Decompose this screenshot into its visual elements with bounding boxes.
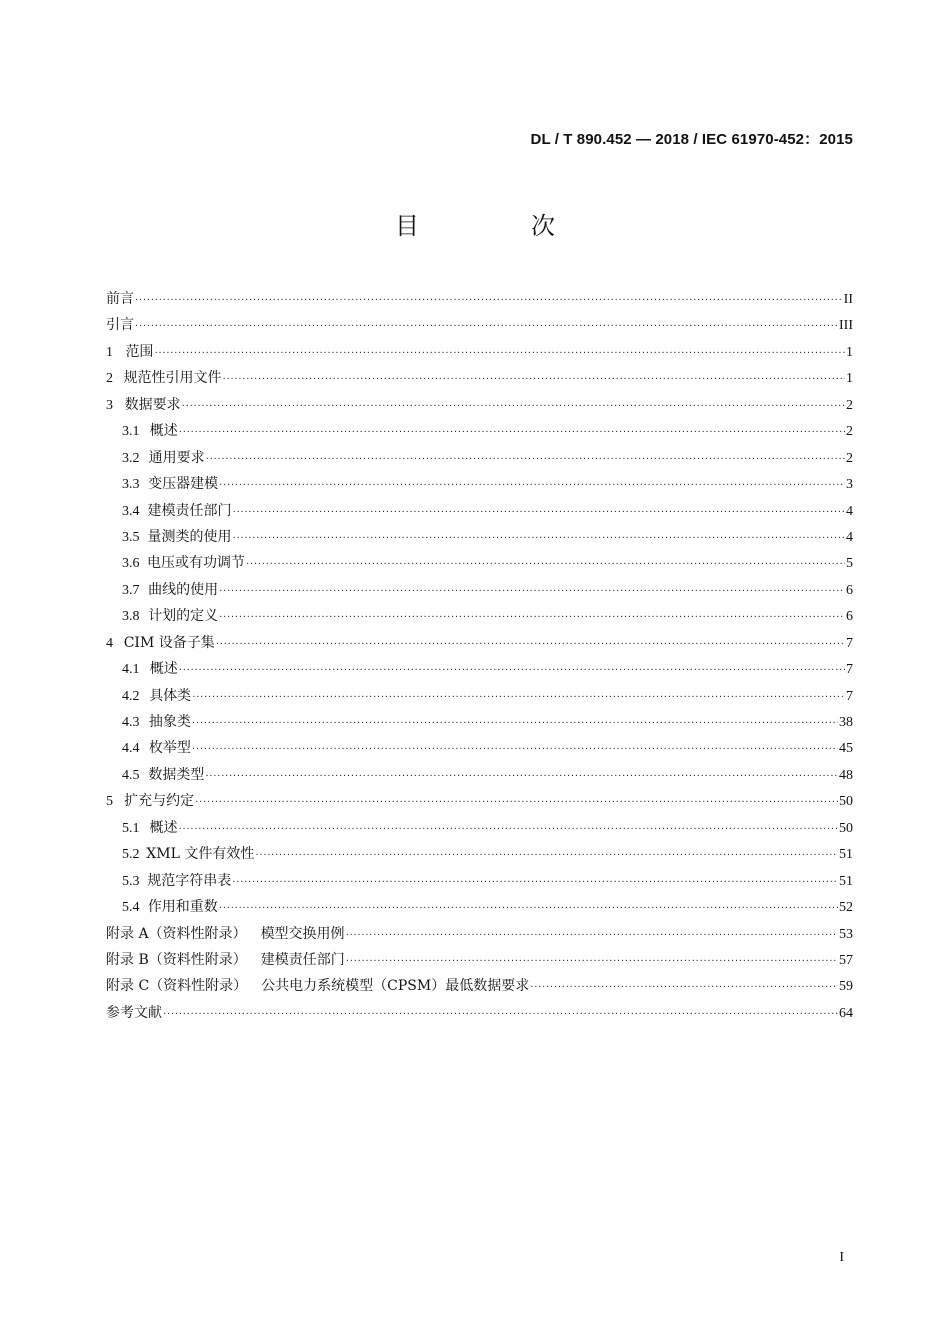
toc-leader-dots (232, 870, 838, 896)
toc-label: 公共电力系统模型（CPSM）最低数据要求 (261, 978, 530, 995)
toc-number: 1 (106, 344, 113, 360)
toc-leader-dots (192, 711, 838, 737)
toc-label: 概述 (149, 819, 178, 836)
toc-page-number: 4 (846, 529, 853, 545)
toc-page-number: 51 (839, 847, 853, 863)
toc-page-number: 64 (839, 1005, 853, 1021)
toc-page-number: 2 (846, 450, 853, 466)
toc-page-number: 52 (839, 900, 853, 916)
toc-page-number: 1 (846, 371, 853, 387)
toc-number: 4 (106, 635, 113, 651)
toc-page-number: II (843, 292, 853, 307)
toc-number: 5.4 (122, 900, 140, 916)
toc-leader-dots (530, 975, 838, 1001)
toc-entry-appendix-b[interactable] (106, 947, 853, 973)
toc-leader-dots (255, 843, 838, 869)
toc-label: 范围 (125, 343, 154, 360)
toc-label: 扩充与约定 (124, 793, 195, 810)
toc-page-number: 7 (846, 635, 853, 651)
toc-label: 具体类 (149, 687, 192, 704)
toc-number: 4.2 (122, 688, 140, 704)
toc-label: 作用和重数 (147, 899, 218, 916)
toc-leader-dots (223, 367, 845, 393)
toc-entry-5-1[interactable] (106, 815, 853, 841)
toc-label: 建模责任部门 (147, 502, 232, 519)
toc-entry-2[interactable] (106, 365, 853, 391)
toc-appendix-tag: 附录 B（资料性附录） (106, 951, 247, 968)
toc-label: 数据类型 (148, 766, 205, 783)
toc-label: 抽象类 (148, 714, 191, 730)
toc-leader-dots (233, 500, 845, 526)
toc-leader-dots (135, 288, 843, 314)
toc-leader-dots (135, 314, 838, 340)
toc-leader-dots (179, 420, 845, 446)
toc-leader-dots (179, 658, 845, 684)
toc-label: 前言 (106, 291, 134, 307)
toc-page-number: 7 (846, 688, 853, 704)
toc-label: 规范字符串表 (147, 872, 232, 889)
toc-number: 4.4 (122, 741, 140, 757)
toc-label: 量测类的使用 (147, 528, 232, 545)
toc-number: 3.7 (122, 582, 140, 598)
toc-label: 曲线的使用 (148, 581, 219, 598)
toc-entry-introduction[interactable] (106, 312, 853, 338)
toc-label: 规范性引用文件 (123, 370, 222, 387)
toc-entry-3-8[interactable] (106, 603, 853, 629)
toc-entry-bibliography[interactable] (106, 1000, 853, 1026)
toc-page-number: 57 (839, 952, 853, 968)
toc-appendix-tag: 附录 C（资料性附录） (106, 978, 248, 995)
toc-label: 建模责任部门 (260, 951, 345, 968)
toc-entry-4-1[interactable] (106, 656, 853, 682)
toc-entry-3[interactable] (106, 392, 853, 418)
toc-leader-dots (216, 632, 845, 658)
toc-label: 计划的定义 (148, 608, 219, 625)
toc-page-number: III (839, 318, 853, 334)
toc-number: 3.3 (122, 477, 140, 493)
toc-page-number: 6 (846, 609, 853, 625)
toc-number: 3.4 (122, 503, 140, 519)
toc-number: 3.6 (122, 556, 140, 572)
toc-page-number: 38 (839, 715, 853, 730)
toc-page-number: 4 (846, 503, 853, 519)
toc-entry-1[interactable] (106, 339, 853, 365)
toc-entry-4-2[interactable] (106, 683, 853, 709)
toc-page-number: 59 (839, 979, 853, 995)
toc-page-number: 50 (839, 794, 853, 810)
toc-label: 概述 (149, 661, 178, 678)
toc-number: 3.2 (122, 450, 140, 466)
table-of-contents (106, 286, 853, 1026)
toc-leader-dots (195, 790, 838, 816)
toc-entry-appendix-c[interactable] (106, 973, 853, 999)
toc-page-number: 6 (846, 582, 853, 598)
toc-page-number: 51 (839, 873, 853, 889)
toc-number: 3.1 (122, 424, 140, 440)
toc-entry-4-3[interactable] (106, 709, 853, 735)
toc-page-number: 48 (839, 767, 853, 783)
toc-label: 通用要求 (148, 449, 205, 466)
toc-number: 5.3 (122, 873, 140, 889)
toc-leader-dots (219, 579, 845, 605)
toc-label: 参考文献 (106, 1004, 162, 1021)
page-title: 目 次 (395, 212, 599, 240)
toc-leader-dots (206, 447, 845, 473)
toc-leader-dots (192, 685, 845, 711)
toc-page-number: 45 (839, 741, 853, 757)
toc-entry-5-4[interactable] (106, 894, 853, 920)
toc-page-number: 1 (846, 344, 853, 360)
toc-entry-3-6[interactable] (106, 550, 853, 576)
toc-number: 4.3 (122, 715, 140, 730)
toc-entry-5-2[interactable] (106, 841, 853, 867)
toc-number: 3.5 (122, 529, 140, 545)
toc-leader-dots (163, 1002, 838, 1028)
toc-label: 枚举型 (148, 740, 191, 757)
toc-entry-3-4[interactable] (106, 498, 853, 524)
toc-appendix-tag: 附录 A（资料性附录） (106, 925, 247, 942)
toc-leader-dots (219, 896, 838, 922)
toc-entry-appendix-a[interactable] (106, 921, 853, 947)
toc-label: 模型交换用例 (260, 925, 345, 942)
toc-label: 概述 (149, 423, 178, 440)
toc-entry-3-3[interactable] (106, 471, 853, 497)
standard-code: DL / T 890.452 — 2018 / IEC 61970-452：2015 (530, 131, 853, 148)
toc-leader-dots (192, 737, 838, 763)
toc-leader-dots (233, 526, 845, 552)
toc-leader-dots (246, 552, 845, 578)
toc-number: 5.1 (122, 820, 140, 836)
toc-entry-4-4[interactable] (106, 735, 853, 761)
toc-number: 5 (106, 794, 113, 810)
toc-number: 2 (106, 371, 113, 387)
toc-entry-5-3[interactable] (106, 868, 853, 894)
toc-number: 3.8 (122, 609, 140, 625)
toc-entry-3-5[interactable] (106, 524, 853, 550)
toc-entry-3-2[interactable] (106, 445, 853, 471)
toc-page-number: 2 (846, 397, 853, 413)
toc-label: CIM 设备子集 (123, 634, 215, 651)
toc-label: 电压或有功调节 (146, 555, 245, 572)
toc-label: 变压器建模 (148, 476, 219, 493)
toc-leader-dots (219, 605, 845, 631)
toc-number: 5.2 (122, 847, 140, 863)
toc-number: 4.5 (122, 767, 140, 783)
toc-label: 数据要求 (124, 396, 181, 413)
toc-leader-dots (219, 473, 845, 499)
toc-leader-dots (346, 923, 838, 949)
toc-entry-4[interactable] (106, 630, 853, 656)
toc-entry-4-5[interactable] (106, 762, 853, 788)
toc-leader-dots (154, 341, 845, 367)
toc-page-number: 5 (846, 556, 853, 572)
toc-leader-dots (182, 394, 845, 420)
toc-label: 引言 (106, 317, 134, 334)
toc-entry-3-7[interactable] (106, 577, 853, 603)
toc-entry-foreword[interactable] (106, 286, 853, 312)
toc-number: 4.1 (122, 662, 140, 678)
toc-page-number: 7 (846, 662, 853, 678)
page-number: I (839, 1250, 844, 1265)
toc-page-number: 2 (846, 424, 853, 440)
toc-page-number: 3 (846, 477, 853, 493)
toc-entry-3-1[interactable] (106, 418, 853, 444)
toc-page-number: 53 (839, 926, 853, 942)
toc-number: 3 (106, 397, 113, 413)
toc-leader-dots (205, 764, 838, 790)
toc-leader-dots (178, 817, 838, 843)
toc-entry-5[interactable] (106, 788, 853, 814)
toc-leader-dots (346, 949, 838, 975)
toc-page-number: 50 (839, 820, 853, 836)
toc-label: XML 文件有效性 (146, 846, 255, 863)
